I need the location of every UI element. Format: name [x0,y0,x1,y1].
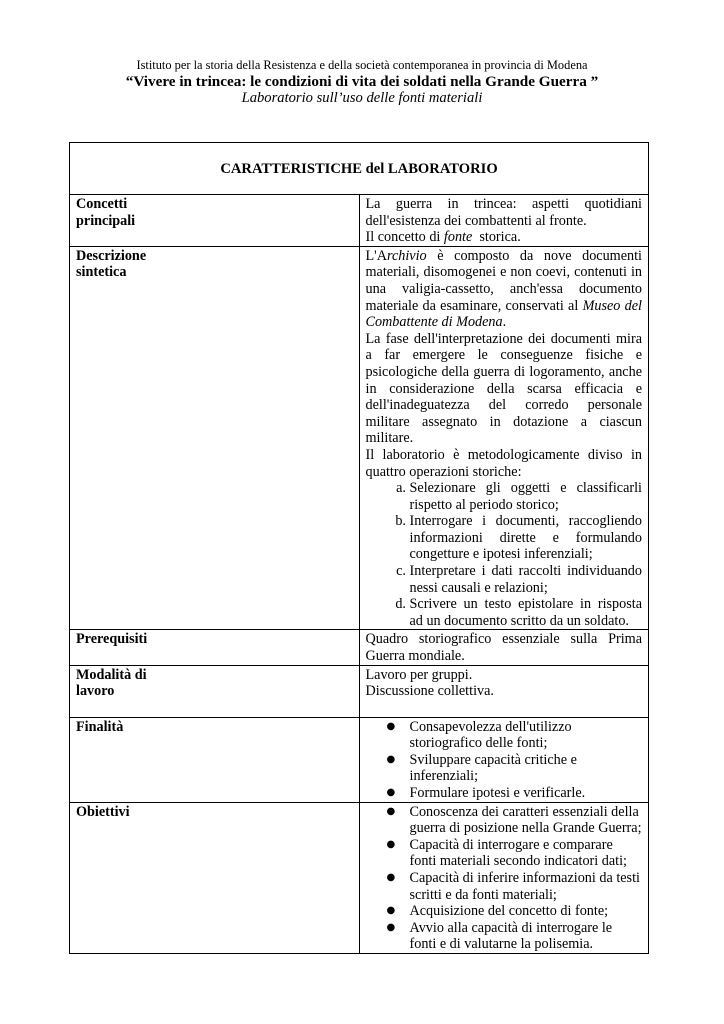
label-line: sintetica [76,264,127,281]
text-run: storica. [472,229,521,246]
row-obiettivi [70,802,649,953]
row-concetti [70,195,649,247]
value-descrizione [359,246,649,630]
list-item: ● Capacità di inferire informazioni da testi scritti e da fonti materiali; [410,870,643,903]
row-prerequisiti [70,630,649,665]
text-run: è composto da nove documenti materiali, disomogenei e non coevi, contenuti in una valigia-cassetto, anch'essa documento materiale da esaminare, conservati al [365,247,642,314]
table-heading: CARATTERISTICHE del LABORATORIO [70,143,649,195]
list-item: b. Interrogare i documenti, raccogliendo informazioni dirette e formulando congetture e ipotesi inferenziali; [410,513,643,563]
list-item: ● Sviluppare capacità critiche e inferenziali; [410,752,643,785]
label-modalita [70,665,360,717]
list-item: ● Avvio alla capacità di interrogare le fonti e di valutarne la polisemia. [410,920,643,953]
label-finalita: Finalità [70,717,360,802]
list-item: ● Consapevolezza dell'utilizzo storiografico delle fonti; [410,719,643,752]
document-header [0,58,724,107]
list-item: c. Interpretare i dati raccolti individuando nessi causali e relazioni; [410,563,643,596]
lab-characteristics-table [69,142,649,954]
list-item: ● Capacità di interrogare e comparare fonti materiali secondo indicatori dati; [410,837,643,870]
label-obiettivi: Obiettivi [70,802,360,953]
descrizione-paragraph-3: Il laboratorio è metodologicamente diviso in quattro operazioni storiche: [365,446,642,480]
modalita-line-1: Lavoro per gruppi. [365,666,473,683]
document-subtitle: Laboratorio sull’uso delle fonti materiali [241,90,483,106]
label-prerequisiti: Prerequisiti [70,630,360,665]
concetti-line-1: La guerra in trincea: aspetti quotidiani dell'esistenza dei combattenti al fronte. [365,196,642,229]
text-run: Il concetto di [365,229,444,246]
operations-list [366,480,643,629]
value-obiettivi [359,802,649,953]
label-line: principali [76,212,136,229]
label-concetti [70,195,360,247]
text-run: L'A [365,247,387,264]
row-descrizione [70,246,649,630]
row-finalita [70,717,649,802]
label-line: lavoro [76,683,115,700]
row-modalita [70,665,649,717]
modalita-line-2: Discussione collettiva. [365,683,494,700]
document-title: “Vivere in trincea: le condizioni di vita dei soldati nella Grande Guerra ” [125,73,599,90]
value-concetti [359,195,649,247]
descrizione-paragraph-2: La fase dell'interpretazione dei documenti mira a far emergere le conseguenze fisiche e psicologiche della guerra di logoramento, anche in considerazione della scarsa efficacia e dell'inadeguatezza del corredo personale militare assegnato in dotazione a ciascun militare. [365,330,642,447]
label-line: Modalità di [76,666,147,683]
institute-name: Istituto per la storia della Resistenza e della società contemporanea in provincia di Modena [136,58,588,72]
italic-term-archivio: rchivio [386,247,427,264]
label-line: Descrizione [76,247,147,264]
label-descrizione [70,246,360,630]
obiettivi-list [366,804,643,953]
list-item: a. Selezionare gli oggetti e classificarli rispetto al periodo storico; [410,480,643,513]
label-line: Concetti [76,196,128,212]
concetti-line-2 [366,229,643,246]
italic-term-fonte: fonte [443,229,473,246]
finalita-list [366,719,643,802]
text-run: . [502,314,507,331]
list-item: ● Acquisizione del concetto di fonte; [410,903,643,920]
museum-name: Museo del Combattente di Modena [365,297,642,331]
value-prerequisiti: Quadro storiografico essenziale sulla Prima Guerra mondiale. [359,630,649,665]
descrizione-paragraph-1 [366,248,643,331]
list-item: ● Formulare ipotesi e verificarle. [410,785,643,802]
value-finalita [359,717,649,802]
value-modalita [359,665,649,717]
list-item: d. Scrivere un testo epistolare in risposta ad un documento scritto da un soldato. [410,596,643,629]
list-item: ● Conoscenza dei caratteri essenziali della guerra di posizione nella Grande Guerra; [410,804,643,837]
